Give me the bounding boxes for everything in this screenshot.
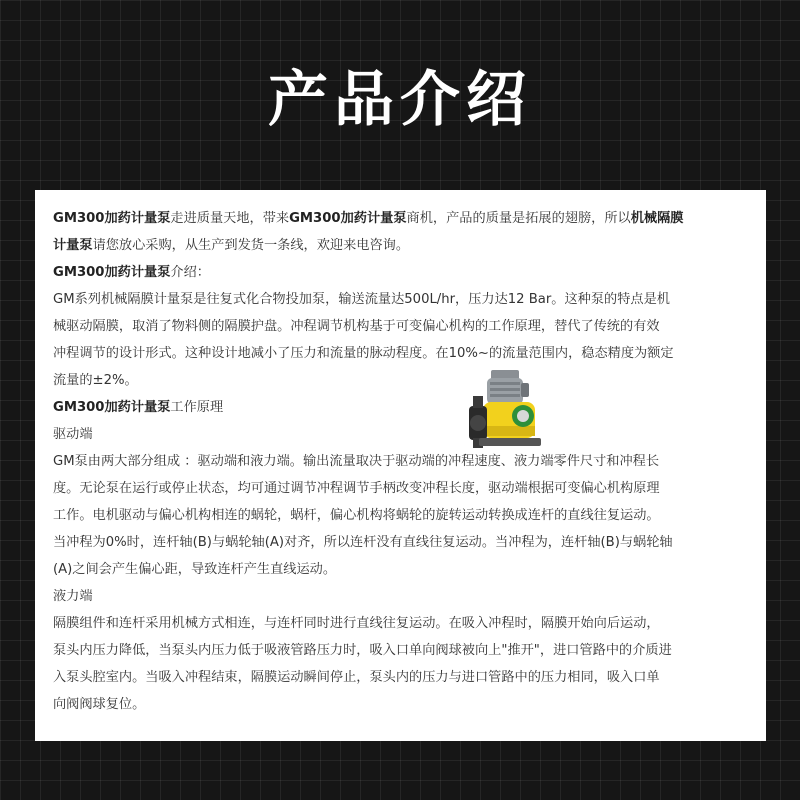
paragraph-line: 向阀阀球复位。 <box>53 697 146 712</box>
product-name: GM300加药计量泵 <box>53 400 171 415</box>
paragraph-line: GM泵由两大部分组成 ：驱动端和液力端。输出流量取决于驱动端的冲程速度、液力端零件尺寸和冲程长 <box>53 454 660 469</box>
subheading-drive-end: 驱动端 <box>53 427 93 442</box>
product-name: GM300加药计量泵 <box>53 265 171 280</box>
page-title: 产品介绍 <box>268 65 532 135</box>
section-heading-working-principle <box>53 394 750 421</box>
heading-text: 工作原理 <box>170 400 224 415</box>
paragraph-line: (A)之间会产生偏心距，导致连杆产生直线运动。 <box>53 562 337 577</box>
subheading-hydraulic-end: 液力端 <box>53 589 93 604</box>
metering-pump-image <box>461 366 553 458</box>
intro-text: 请您放心采购，从生产到发货一条线，欢迎来电咨询。 <box>92 238 410 253</box>
paragraph-line: 隔膜组件和连杆采用机械方式相连，与连杆同时进行直线往复运动。在吸入冲程时，隔膜开始向后运动， <box>53 616 660 631</box>
product-description-panel <box>35 190 766 741</box>
paragraph-line: 当冲程为0%时，连杆轴(B)与蜗轮轴(A)对齐，所以连杆没有直线往复运动。当冲程为，连杆轴(B)与蜗轮轴 <box>53 535 673 550</box>
section-heading-introduction <box>53 259 750 286</box>
paragraph-line: 工作。电机驱动与偏心机构相连的蜗轮，蜗杆，偏心机构将蜗轮的旋转运动转换成连杆的直线往复运动。 <box>53 508 660 523</box>
product-name: GM300加药计量泵 <box>289 211 407 226</box>
paragraph-line: 流量的±2%。 <box>53 373 138 388</box>
intro-line-1 <box>53 205 750 232</box>
intro-text: 商机，产品的质量是拓展的翅膀，所以 <box>406 211 631 226</box>
paragraph-line: 度。无论泵在运行或停止状态，均可通过调节冲程调节手柄改变冲程长度，驱动端根据可变偏心机构原理 <box>53 481 660 496</box>
product-keyword: 机械隔膜 <box>630 211 684 226</box>
paragraph-line: GM系列机械隔膜计量泵是往复式化合物投加泵，输送流量达500L/hr，压力达12 Bar。这种泵的特点是机 <box>53 292 670 307</box>
paragraph-line: 械驱动隔膜，取消了物料侧的隔膜护盘。冲程调节机构基于可变偏心机构的工作原理，替代了传统的有效 <box>53 319 660 334</box>
product-keyword: 计量泵 <box>53 238 93 253</box>
paragraph-line: 泵头内压力降低，当泵头内压力低于吸液管路压力时，吸入口单向阀球被向上"推开"，进口管路中的介质进 <box>53 643 672 658</box>
paragraph-line: 冲程调节的设计形式。这种设计地减小了压力和流量的脉动程度。在10%~的流量范围内，稳态精度为额定 <box>53 346 674 361</box>
heading-text: 介绍： <box>170 265 210 280</box>
paragraph-line: 入泵头腔室内。当吸入冲程结束，隔膜运动瞬间停止，泵头内的压力与进口管路中的压力相同，吸入口单 <box>53 670 660 685</box>
intro-line-2 <box>53 232 750 259</box>
intro-text: 走进质量天地，带来 <box>170 211 290 226</box>
product-name: GM300加药计量泵 <box>53 211 171 226</box>
